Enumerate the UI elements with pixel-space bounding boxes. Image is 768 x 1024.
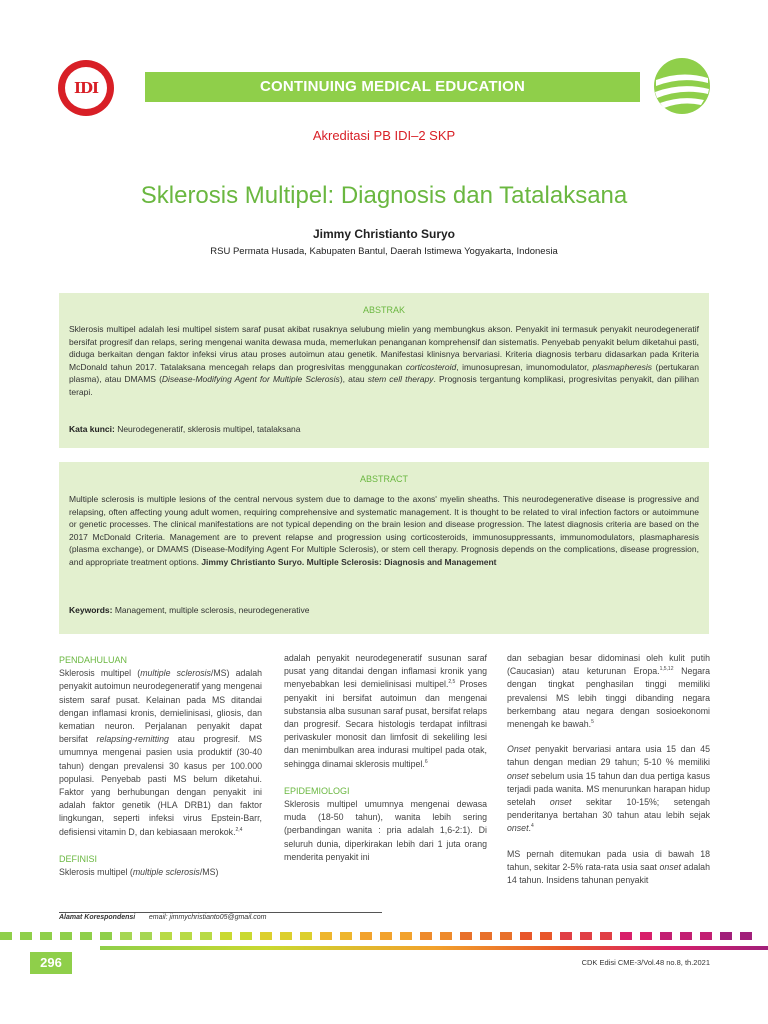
section-heading-pendahuluan: PENDAHULUAN [59, 655, 128, 665]
footer-decoration [0, 932, 768, 940]
abstract-text: Multiple sclerosis is multiple lesions of the central nervous system due to damage to the axons' myelin sheaths. This neurodegenerative disease is progressive and relapsing, often affecting young adult women, requiring comprehensive and systematic management. It is thought to be related to viral infection factors or autoimmune or genetic processes. The clinical manifestations are not typical depending on the brain lesion and disease progression. The latest diagnosis criteria are based on the 2017 McDonald Criteria. Management are to prevent relapse and progression using corticosteroids, immunosuppressants, immunomodulators, plasmapharesis (plasma exchange), or DMAMS (Disease-Modifying Agent For Multiple Sclerosis), or stem cell therapy. Prognosis depends on the complications, disease progression, and appropriate treatment options. Jimmy Christianto Suryo. Multiple Sclerosis: Diagnosis and Management [69, 494, 699, 567]
footer-square [560, 932, 572, 940]
footer-square [680, 932, 692, 940]
abstrak-box [59, 293, 709, 448]
footer-square [200, 932, 212, 940]
footer-square [440, 932, 452, 940]
footer-square [420, 932, 432, 940]
footer-square [300, 932, 312, 940]
footer-square [280, 932, 292, 940]
footer-square [60, 932, 72, 940]
correspondence: Alamat Korespondensi email: jimmychristianto05@gmail.com [59, 914, 267, 921]
journal-citation: CDK Edisi CME-3/Vol.48 no.8, th.2021 [581, 958, 710, 967]
abstract-box [59, 462, 709, 634]
footer-square [540, 932, 552, 940]
cme-banner: CONTINUING MEDICAL EDUCATION [145, 72, 640, 102]
footer-square [360, 932, 372, 940]
body-column-2 [284, 652, 487, 864]
footer-square [240, 932, 252, 940]
kata-kunci: Kata kunci: Neurodegeneratif, sklerosis multipel, tatalaksana [69, 424, 301, 434]
footer-square [460, 932, 472, 940]
abstrak-text: Sklerosis multipel adalah lesi multipel sistem saraf pusat akibat rusaknya selubung mielin yang membungkus akson. Penyakit ini termasuk penyakit neurodegeneratif bersifat progresif dan relaps, sering mengenai wanita dewasa muda, memerlukan penanganan komprehensif dan sistematis. Penyebab penyakit belum diketahui pasti, diduga berkaitan dengan faktor infeksi virus atau proses autoimun atau genetik. Manifestasi klinisnya bervariasi. Kriteria diagnosis terbaru didasarkan pada Kriteria McDonald tahun 2017. Tatalaksana mencegah relaps dan progresivitas menggunakan corticosteroid, imunosupresan, imunomodulator, plasmapheresis (pertukaran plasma), atau DMAMS (Disease-Modifying Agent for Multiple Sclerosis), atau stem cell therapy. Prognosis tergantung komplikasi, progresivitas penyakit, dan pilihan terapi. [69, 324, 699, 397]
section-heading-definisi: DEFINISI [59, 853, 98, 864]
footer-square [100, 932, 112, 940]
footer-square [320, 932, 332, 940]
paragraph: MS pernah ditemukan pada usia di bawah 18 tahun, sekitar 2-5% rata-rata usia saat onset adalah 14 tahun. Insidens tahunan penyakit [507, 848, 710, 886]
footer-gradient-bar [100, 946, 768, 950]
footer-square [380, 932, 392, 940]
abstract-heading: ABSTRACT [359, 474, 408, 484]
footer-square [40, 932, 52, 940]
footer-square [660, 932, 672, 940]
correspondence-email[interactable]: jimmychristianto05@gmail.com [169, 914, 267, 921]
footer-square [20, 932, 32, 940]
correspondence-divider [59, 912, 382, 913]
idi-logo-text: IDI [73, 79, 99, 97]
page-number: 296 [30, 952, 72, 974]
footer-square [700, 932, 712, 940]
author-affiliation: RSU Permata Husada, Kabupaten Bantul, Daerah Istimewa Yogyakarta, Indonesia [210, 246, 558, 257]
paragraph: Sklerosis multipel umumnya mengenai dewasa muda (18-50 tahun), wanita lebih sering (perbandingan wanita : pria adalah 1,6-2:1). Di seluruh dunia, diperkirakan lebih dari 1 juta orang menderita penyakit ini [284, 799, 487, 862]
footer-square [160, 932, 172, 940]
footer-square [180, 932, 192, 940]
paragraph: Sklerosis multipel (multiple sclerosis/MS) [59, 867, 219, 878]
footer-square [720, 932, 732, 940]
footer-square [520, 932, 532, 940]
cdk-logo [652, 56, 712, 116]
footer-square [340, 932, 352, 940]
footer-square [580, 932, 592, 940]
footer-square [260, 932, 272, 940]
footer-square [80, 932, 92, 940]
keywords: Keywords: Management, multiple sclerosis, neurodegenerative [69, 605, 310, 615]
paragraph: dan sebagian besar didominasi oleh kulit putih (Caucasian) atau keturunan Eropa.$^{1,5,12}$ Negara dengan tingkat penghasilan tinggi memiliki prevalensi MS lebih tinggi dibanding negara berkembang atau negara dengan sosioekonomi menengah ke bawah.$^5$ [507, 653, 710, 730]
paragraph: Onset penyakit bervariasi antara usia 15 dan 45 tahun dengan median 29 tahun; 5-10 % memiliki onset sebelum usia 15 tahun dan dua pertiga kasus terjadi pada wanita. MS menurunkan harapan hidup setelah onset sekitar 10-15%; setengah penderitanya bertahan 30 tahun atau lebih sejak onset.$^4$ [507, 744, 710, 834]
footer-square [740, 932, 752, 940]
footer-square [480, 932, 492, 940]
article-title: Sklerosis Multipel: Diagnosis dan Tatalaksana [140, 182, 628, 209]
footer-square [0, 932, 12, 940]
paragraph: Sklerosis multipel (multiple sclerosis/MS) adalah penyakit autoimun neurodegeneratif yang mengenai sistem saraf pusat. Kelainan pada MS ditandai dengan inflamasi kronis, demielinisasi, gliosis, dan kematian neuron. Perjalanan penyakit dapat bersifat relapsing-remitting atau progresif. MS umumnya mengenai pasien usia produktif (30-40 tahun) dengan prevalensi 30 kasus per 100.000 populasi. Penyebab pasti MS belum diketahui. Faktor yang berhubungan dengan penyakit ini adalah faktor genetik (HLA DRB1) dan faktor lingkungan, seperti infeksi virus Epstein-Barr, defisiensi vitamin D, dan kebiasaan merokok.$^{2,4}$ [59, 668, 262, 837]
body-column-1 [59, 652, 262, 879]
footer-square [220, 932, 232, 940]
author-name: Jimmy Christianto Suryo [312, 227, 456, 241]
body-column-3 [507, 652, 710, 887]
footer-square [620, 932, 632, 940]
idi-logo [58, 60, 114, 116]
footer-square [500, 932, 512, 940]
footer-square [400, 932, 412, 940]
section-heading-epidemiologi: EPIDEMIOLOGI [284, 785, 350, 796]
footer-square [140, 932, 152, 940]
accreditation-label: Akreditasi PB IDI–2 SKP [312, 128, 456, 143]
abstrak-heading: ABSTRAK [362, 305, 405, 315]
footer-square [640, 932, 652, 940]
footer-square [600, 932, 612, 940]
paragraph: adalah penyakit neurodegeneratif susunan saraf pusat yang ditandai dengan inflamasi kronik yang menyebabkan lesi demielinisasi multipel.$^{2,5}$ Proses penyakit ini bersifat autoimun dan mengenai substansia alba susunan saraf pusat, bersifat relaps dan progresif. Secara histologis terdapat infiltrasi perivaskuler monosit dan limfosit di sekeliling lesi dan menimbulkan area indurasi multipel pada otak, sehingga dinamai sklerosis multipel.$^6$ [284, 653, 487, 769]
footer-square [120, 932, 132, 940]
